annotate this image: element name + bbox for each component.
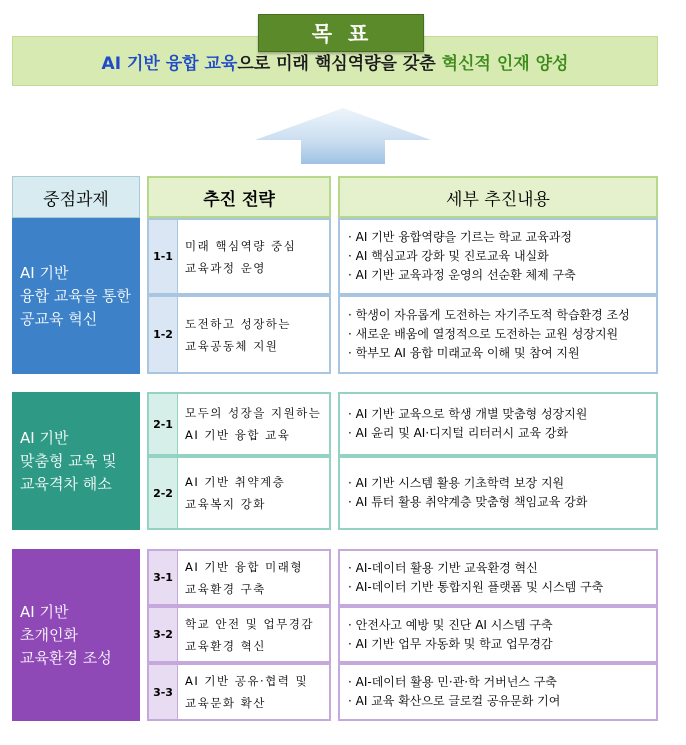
detail-item: · AI 핵심교과 강화 및 진로교육 내실화	[348, 249, 549, 263]
detail-item: · AI 기반 업무 자동화 및 학교 업무경감	[348, 636, 553, 651]
detail-item: · AI-데이터 활용 민·관·학 거버넌스 구축	[348, 675, 557, 689]
task-box	[12, 392, 140, 530]
detail-box	[338, 663, 658, 721]
strategy-box	[147, 606, 331, 663]
up-arrow-icon	[255, 108, 431, 164]
detail-item: · AI 기반 교육으로 학생 개별 맞춤형 성장지원	[348, 407, 588, 421]
task-line: 초개인화	[20, 625, 78, 644]
strategy-line: 교육복지 강화	[185, 497, 266, 511]
strategy-line: 교육환경 혁신	[185, 638, 266, 653]
detail-item: · AI 기반 교육과정 운영의 선순환 체제 구축	[348, 268, 576, 282]
task-line: 교육환경 조성	[20, 648, 112, 667]
strategy-number: 1-2	[149, 297, 178, 372]
task-box	[12, 218, 140, 374]
strategy-number: 2-2	[149, 458, 178, 528]
detail-box	[338, 456, 658, 530]
strategy-box	[147, 218, 331, 295]
task-line: 융합 교육을 통한	[20, 286, 131, 305]
strategy-line: 교육문화 확산	[185, 696, 266, 710]
strategy-box	[147, 456, 331, 530]
strategy-box	[147, 663, 331, 721]
strategy-number: 3-1	[149, 551, 178, 604]
header-focus-task: 중점과제	[12, 176, 140, 218]
detail-box	[338, 606, 658, 663]
detail-item: · AI 기반 시스템 활용 기초학력 보장 지원	[348, 476, 565, 490]
strategy-box	[147, 295, 331, 374]
detail-item: · 학생이 자유롭게 도전하는 자기주도적 학습환경 조성	[348, 308, 630, 322]
task-line: AI 기반	[20, 263, 69, 282]
strategy-line: AI 기반 취약계층	[185, 475, 286, 489]
goal-text-part: AI 기반 융합 교육	[101, 53, 238, 74]
strategy-number: 2-1	[149, 394, 178, 454]
detail-item: · 안전사고 예방 및 진단 AI 시스템 구축	[348, 617, 553, 632]
detail-item: · 학부모 AI 융합 미래교육 이해 및 참여 지원	[348, 346, 580, 360]
detail-box	[338, 218, 658, 295]
strategy-line: AI 기반 융합 미래형	[185, 559, 303, 574]
strategy-line: AI 기반 융합 교육	[185, 428, 291, 442]
strategy-box	[147, 392, 331, 456]
detail-item: · AI 교육 확산으로 글로컬 공유문화 기여	[348, 694, 561, 708]
task-line: 공교육 혁신	[20, 309, 98, 328]
strategy-line: AI 기반 공유·협력 및	[185, 674, 309, 688]
detail-box	[338, 392, 658, 456]
goal-text-part: 혁신적 인재 양성	[441, 53, 569, 74]
detail-item: · AI 튜터 활용 취약계층 맞춤형 책임교육 강화	[348, 495, 588, 509]
detail-item: · AI 기반 융합역량을 기르는 학교 교육과정	[348, 230, 572, 244]
header-strategy: 추진 전략	[147, 176, 331, 218]
strategy-line: 도전하고 성장하는	[185, 316, 292, 331]
detail-item: · AI-데이터 활용 기반 교육환경 혁신	[348, 560, 538, 575]
detail-item: · AI 윤리 및 AI·디지털 리터러시 교육 강화	[348, 426, 569, 440]
strategy-box	[147, 549, 331, 606]
task-line: AI 기반	[20, 602, 69, 621]
header-details: 세부 추진내용	[338, 176, 658, 218]
strategy-line: 모두의 성장을 지원하는	[185, 406, 322, 420]
goal-text-part: 으로 미래 핵심역량을 갖춘	[237, 53, 442, 74]
strategy-line: 미래 핵심역량 중심	[185, 238, 297, 253]
strategy-number: 3-2	[149, 608, 178, 661]
strategy-line: 교육환경 구축	[185, 581, 266, 596]
goal-tab: 목표	[258, 14, 424, 52]
strategy-line: 학교 안전 및 업무경감	[185, 616, 314, 631]
detail-item: · 새로운 배움에 열정적으로 도전하는 교원 성장지원	[348, 327, 619, 341]
detail-item: · AI-데이터 기반 통합지원 플랫폼 및 시스템 구축	[348, 579, 604, 594]
task-line: AI 기반	[20, 428, 69, 447]
strategy-number: 3-3	[149, 665, 178, 719]
detail-box	[338, 549, 658, 606]
task-line: 맞춤형 교육 및	[20, 451, 117, 470]
strategy-number: 1-1	[149, 220, 178, 293]
task-box	[12, 549, 140, 721]
detail-box	[338, 295, 658, 374]
task-line: 교육격차 해소	[20, 474, 112, 493]
strategy-line: 교육공동체 지원	[185, 338, 279, 353]
strategy-line: 교육과정 운영	[185, 260, 266, 275]
